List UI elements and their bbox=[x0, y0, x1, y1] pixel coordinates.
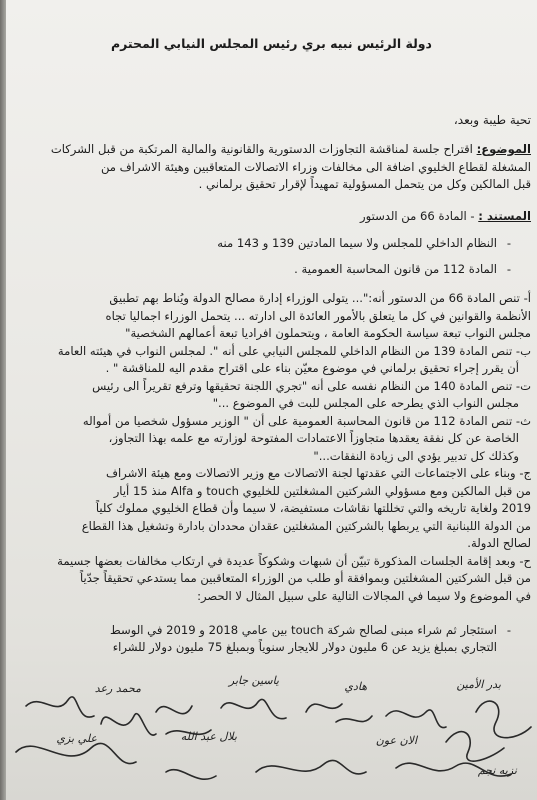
signature-7 bbox=[101, 714, 156, 735]
paragraph-line: لصالح الدولة. bbox=[467, 536, 531, 550]
subject-line: المشغلة لقطاع الخليوي اضافة الى مخالفات وزراء الاتصالات المتعاقبين وهيئة الاشراف من bbox=[100, 159, 531, 174]
final-bullet bbox=[14, 622, 497, 656]
bullet-line: التجاري بمبلغ يزيد عن 6 مليون دولار للايجار سنوياً وبمبلغ 75 مليون دولار للشراء bbox=[112, 640, 497, 654]
signature-3 bbox=[386, 710, 446, 728]
paragraph-line: أن يقرر إجراء تحقيق برلماني في موضوع معيّن بناء على اقتراح مقدم اليه للمناقشة " . bbox=[105, 361, 519, 375]
signature-8 bbox=[26, 697, 94, 717]
signature-9 bbox=[16, 743, 136, 763]
handwritten-name: بلال عبد الله bbox=[180, 730, 237, 743]
signature-6 bbox=[156, 706, 211, 734]
basis-first-item: - المادة 66 من الدستور bbox=[359, 209, 475, 223]
paragraph-line: ب- تنص المادة 139 من النظام الداخلي للمجلس النيابي على أنه ". لمجلس النواب في هيئته العامة bbox=[57, 343, 531, 358]
paragraph-line: مجلس النواب الذي يطرحه على المجلس للبت في الموضوع ..." bbox=[212, 396, 519, 410]
signatures-drawing bbox=[6, 672, 537, 800]
letter-page bbox=[6, 0, 537, 800]
paragraph-line: ح- وبعد إقامة الجلسات المذكورة تبيّن أن شبهات وشكوكاً عديدة في ارتكاب مخالفات بعضها جسيمة bbox=[57, 553, 531, 568]
basis-item: - النظام الداخلي للمجلس ولا سيما المادتين 139 و 143 منه bbox=[14, 236, 497, 250]
basis-item: - المادة 112 من قانون المحاسبة العمومية . bbox=[14, 262, 497, 276]
letter-title: دولة الرئيس نبيه بري رئيس المجلس النيابي المحترم bbox=[111, 36, 432, 51]
paragraph-line: الخاصة عن كل نفقة يعقدها متجاوزاً الاعتمادات المفتوحة لوزارته مع علمه بهذا التجاوز، bbox=[108, 431, 519, 445]
body-paragraphs bbox=[14, 290, 531, 605]
subject-section bbox=[14, 141, 531, 194]
basis-label: المستند : bbox=[478, 209, 531, 223]
paragraph-line: ت- تنص المادة 140 من النظام نفسه على أنه "تجري اللجنة تحقيقها وترفع تقريراً الى رئيس bbox=[92, 378, 531, 393]
paragraph-line: من قبل الشركتين المشغلتين وبموافقة أو طلب من الوزراء المتعاقبين مما يستدعي تحقيقاً جدّياً bbox=[79, 571, 531, 585]
handwritten-name: نزيه نجم bbox=[477, 764, 517, 777]
signature-4 bbox=[306, 704, 372, 722]
basis-section bbox=[14, 208, 531, 226]
handwritten-name: بدر الأمين bbox=[456, 678, 501, 691]
handwritten-name: ياسين جابر bbox=[228, 674, 279, 687]
subject-line: قبل المالكين وكل من يتحمل المسؤولية تمهيداً لإقرار تحقيق برلماني . bbox=[198, 177, 531, 191]
subject-label: الموضوع: bbox=[476, 142, 531, 156]
handwritten-name: علي بزي bbox=[56, 732, 97, 745]
subject-line: اقتراح جلسة لمناقشة التجاوزات الدستورية والقانونية والمالية المرتكبة من قبل الشركات bbox=[50, 142, 473, 156]
handwritten-name: محمد رعد bbox=[94, 682, 141, 695]
paragraph-line: الأنظمة والقوانين في كل ما يتعلق بالأمور العائدة الى ادارته ... يتحمل الوزراء اجماليا تجاه bbox=[105, 308, 531, 323]
signature-12 bbox=[166, 770, 216, 780]
paragraph-line: في الموضوع ولا سيما في المجالات التالية على سبيل المثال لا الحصر: bbox=[197, 588, 531, 603]
bullet-line: - استئجار ثم شراء مبنى لصالح شركة touch بين عامي 2018 و 2019 في الوسط bbox=[110, 623, 497, 637]
signature-11 bbox=[396, 763, 511, 776]
paragraph-line: ث- تنص المادة 112 من قانون المحاسبة العمومية على أن " الوزير مسؤول شخصيا من أمواله bbox=[82, 413, 531, 428]
paragraph-line: مجلس النواب تبعة سياسة الحكومة العامة ، ويتحملون افراديا تبعة أعمالهم الشخصية" bbox=[125, 326, 531, 340]
handwritten-name: الان عون bbox=[375, 734, 417, 747]
signature-1 bbox=[476, 701, 531, 738]
signature-2 bbox=[446, 732, 504, 762]
paragraph-line: وكذلك كل تدبير يؤدي الى زيادة النفقات..." bbox=[313, 448, 519, 463]
paragraph-line: من قبل المالكين ومع مسؤولي الشركتين المشغلتين للخليوي touch و Alfa منذ 15 أيار bbox=[113, 483, 531, 498]
paragraph-line: 2019 ولغاية تاريخه والتي تخللتها نقاشات مستفيضة، لا سيما وأن قطاع الخليوي مملوك كلياً bbox=[95, 501, 531, 515]
signatures-area bbox=[6, 672, 537, 800]
greeting: تحية طيبة وبعد، bbox=[453, 113, 531, 127]
handwritten-name: هادي bbox=[344, 680, 367, 693]
paragraph-line: ج- وبناء على الاجتماعات التي عقدتها لجنة الاتصالات مع وزير الاتصالات ومع هيئة الاشراف bbox=[105, 466, 531, 480]
signature-10 bbox=[256, 760, 366, 774]
signature-5 bbox=[221, 699, 286, 718]
paragraph-line: أ- تنص المادة 66 من الدستور أنه:"... يتولى الوزراء إدارة مصالح الدولة ويُناط بهم تطبيق bbox=[109, 291, 531, 305]
paragraph-line: من الدولة اللبنانية التي يربطها بالشركتين المشغلتين عقدان محددان بادارة وتشغيل هذا القطاع bbox=[81, 518, 531, 533]
